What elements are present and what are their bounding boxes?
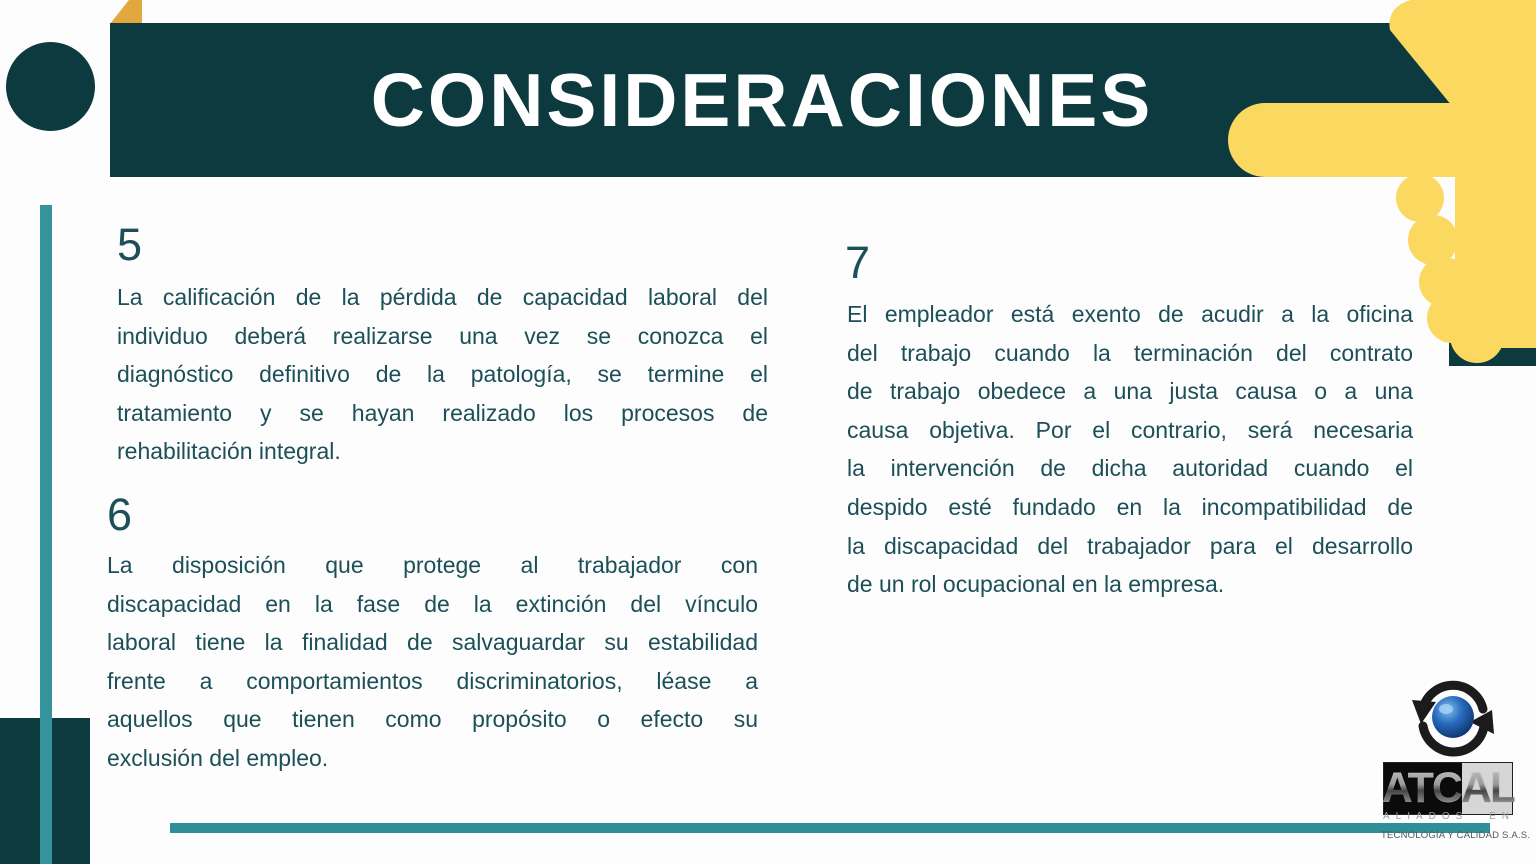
teal-horizontal-bar (170, 823, 1490, 833)
logo-tagline-aliados: ALIADOS EN (1383, 811, 1516, 822)
section-number-5: 5 (117, 219, 143, 270)
teal-vertical-line (40, 205, 52, 864)
text-line: de un rol ocupacional en la empresa. (847, 571, 1225, 598)
logo-tagline-tecnologia: TECNOLOGÍA Y CALIDAD S.A.S. (1381, 830, 1531, 841)
text-line: El empleador está exento de acudir a la oficina (847, 301, 1413, 327)
section-text-5 (117, 278, 768, 471)
text-line: la discapacidad del trabajador para el desarrollo (847, 532, 1413, 559)
text-line: despido esté fundado en la incompatibilidad de (847, 493, 1413, 520)
text-line: individuo deberá realizarse una vez se conozca el (117, 322, 768, 349)
text-line: aquellos que tienen como propósito o efecto su (107, 706, 758, 733)
text-line: La disposición que protege al trabajador con (107, 552, 758, 578)
orange-triangle-decoration (110, 0, 142, 24)
text-line: la intervención de dicha autoridad cuando el (847, 455, 1413, 482)
text-line: rehabilitación integral. (117, 438, 341, 465)
atcal-brand-text: ATCAL (1381, 764, 1515, 812)
text-line: frente a comportamientos discriminatorios, léase a (107, 667, 758, 694)
text-line: de trabajo obedece a una justa causa o a una (847, 378, 1413, 405)
section-number-7: 7 (845, 237, 871, 288)
text-line: causa objetiva. Por el contrario, será necesaria (847, 416, 1413, 443)
text-line: diagnóstico definitivo de la patología, se termine el (117, 361, 768, 388)
section-number-6: 6 (107, 489, 133, 540)
dark-circle-decoration (6, 42, 95, 131)
text-line: tratamiento y se hayan realizado los procesos de (117, 399, 768, 426)
text-line: La calificación de la pérdida de capacidad laboral del (117, 284, 768, 310)
text-line: laboral tiene la finalidad de salvaguardar su estabilidad (107, 629, 758, 656)
section-text-6 (107, 546, 758, 778)
text-line: discapacidad en la fase de la extinción del vínculo (107, 590, 758, 617)
pointing-hand-icon (1200, 0, 1536, 400)
text-line: exclusión del empleo. (107, 744, 329, 771)
page-title: CONSIDERACIONES (370, 58, 1154, 142)
atcal-logo (1383, 762, 1513, 815)
eye-orbit-icon (1406, 680, 1500, 758)
text-line: del trabajo cuando la terminación del contrato (847, 339, 1413, 366)
